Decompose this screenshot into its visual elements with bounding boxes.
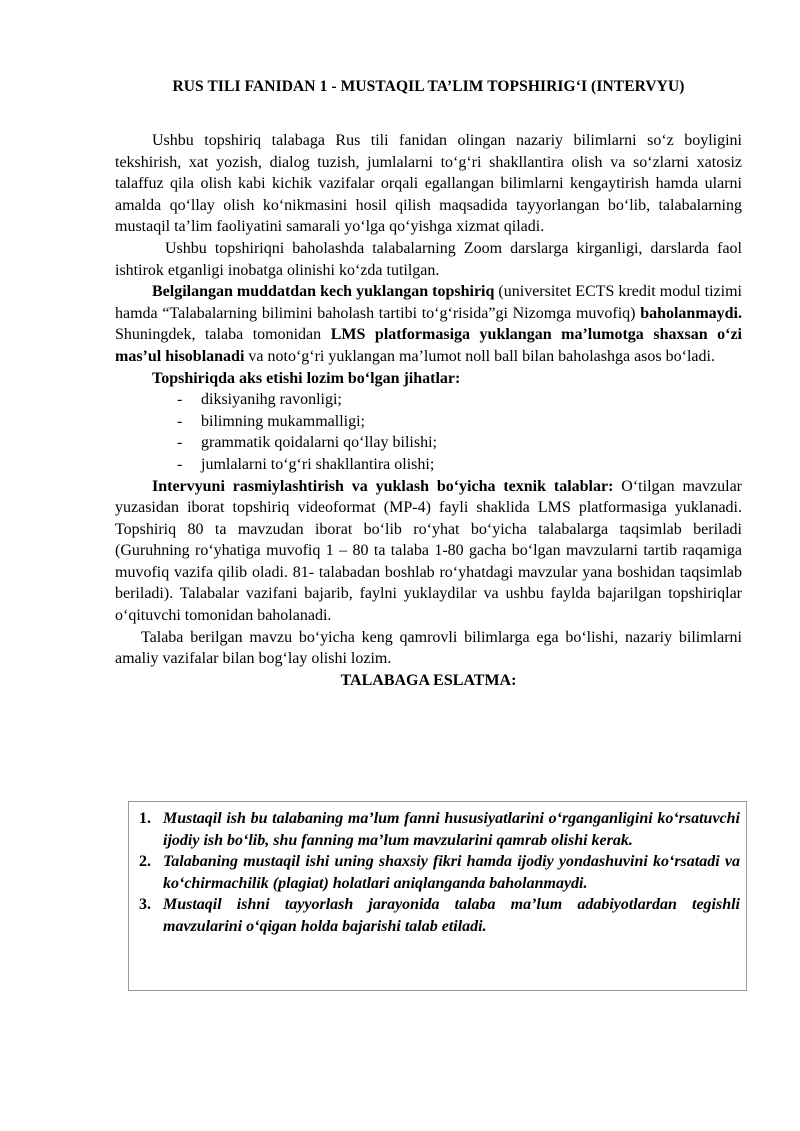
document-title: RUS TILI FANIDAN 1 - MUSTAQIL TA’LIM TOPSHIRIG‘I (INTERVYU) xyxy=(172,78,685,95)
not-graded-bold: baholanmaydi. xyxy=(640,304,742,322)
list-item-text: jumlalarni to‘g‘ri shakllantira olishi; xyxy=(201,455,435,473)
aspects-heading: Topshiriqda aks etishi lozim bo‘lgan jihatlar: xyxy=(152,369,461,387)
dash-bullet: - xyxy=(177,412,183,430)
list-item xyxy=(177,432,742,454)
list-item xyxy=(177,389,742,411)
list-item xyxy=(177,454,742,476)
reminder-list xyxy=(139,808,740,938)
knowledge-paragraph: Talaba berilgan mavzu bo‘yicha keng qamrovli bilimlarga ega bo‘lishi, nazariy bilimlarni amaliy vazifalar bilan bog‘lay olishi lozim. xyxy=(115,628,742,668)
aspects-list xyxy=(115,389,742,475)
reminder-text: Mustaqil ishni tayyorlash jarayonida talaba ma’lum adabiyotlardan tegishli mavzularini o‘qigan holda bajarishi talab etiladi. xyxy=(163,896,740,935)
list-number: 3. xyxy=(139,896,151,914)
lms-responsibility-bold: LMS platformasiga yuklangan ma’lumotga shaxsan o‘zi mas’ul hisoblanadi xyxy=(115,326,743,365)
evaluation-paragraph: Ushbu topshiriqni baholashda talabalarning Zoom darslarga kirganligi, darslarda faol ishtirok etganligi inobatga olinishi ko‘zda tutilgan. xyxy=(115,239,742,279)
technical-requirements-paragraph xyxy=(115,476,742,627)
deadline-paragraph xyxy=(115,281,742,367)
dash-bullet: - xyxy=(177,434,183,452)
reminder-text: Talabaning mustaqil ishi uning shaxsiy fikri hamda ijodiy yondashuvini ko‘rsatadi va ko‘chirmachilik (plagiat) holatlari aniqlanganda baholanmaydi. xyxy=(163,853,740,892)
list-item-text: grammatik qoidalarni qo‘llay bilishi; xyxy=(201,434,437,452)
dash-bullet: - xyxy=(177,391,183,409)
list-item-text: bilimning mukammalligi; xyxy=(201,412,365,430)
document-page xyxy=(115,78,742,691)
deadline-text-2: Shuningdek, talaba tomonidan xyxy=(115,326,331,344)
deadline-text: (universitet ECTS kredit modul tizimi hamda “Talabalarning bilimini baholash tartibi to‘g‘risida”gi Nizomga muvofiq) xyxy=(115,283,742,322)
reminder-box xyxy=(128,801,747,991)
reminder-heading: TALABAGA ESLATMA: xyxy=(340,671,517,689)
dash-bullet: - xyxy=(177,455,183,473)
deadline-text-3: va noto‘g‘ri yuklangan ma’lumot noll ball bilan baholashga asos bo‘ladi. xyxy=(244,347,715,365)
list-item xyxy=(139,894,740,937)
deadline-bold: Belgilangan muddatdan kech yuklangan topshiriq xyxy=(152,283,495,301)
intro-paragraph: Ushbu topshiriq talabaga Rus tili fanidan olingan nazariy bilimlarni so‘z boyligini tekshirish, xat yozish, dialog tuzish, jumlalarni to‘g‘ri shakllantira olish va so‘zlarni xatosiz talaffuz qila olish kabi kichik vazifalar orqali egallangan bilimlarni kengaytirish hamda ularni amalda qo‘llay olish ko‘nikmasini hosil qilish maqsadida tayyorlangan bo‘lib, talabalarning mustaqil ta’lim faoliyatini samarali yo‘lga qo‘yishga xizmat qiladi. xyxy=(115,132,742,236)
technical-requirements-bold: Intervyuni rasmiylashtirish va yuklash bo‘yicha texnik talablar: xyxy=(152,477,614,495)
reminder-text: Mustaqil ish bu talabaning ma’lum fanni hususiyatlarini o‘rganganligini ko‘rsatuvchi ijodiy ish bo‘lib, shu fanning ma’lum mavzularini qamrab olishi kerak. xyxy=(163,810,740,849)
list-item xyxy=(139,851,740,894)
list-item-text: diksiyanihg ravonligi; xyxy=(201,391,342,409)
list-number: 1. xyxy=(139,810,151,827)
list-number: 2. xyxy=(139,853,151,871)
list-item xyxy=(177,411,742,433)
list-item xyxy=(139,808,740,851)
technical-requirements-text: O‘tilgan mavzular yuzasidan iborat topshiriq videoformat (MP-4) fayli shaklida LMS platformasiga yuklanadi. Topshiriq 80 ta mavzudan iborat bo‘lib ro‘yhat bo‘yicha talabalarga taqsimlab beriladi (Guruhning ro‘yhatiga muvofiq 1 – 80 ta talaba 1-80 gacha bo‘lgan mavzularni tartib raqamiga muvofiq vazifa qilib oladi. 81- talabadan boshlab ro‘yhatdagi mavzular yana boshidan taqsimlab beriladi). Talabalar vazifani bajarib, faylni yuklaydilar va ushbu faylda bajarilgan topshiriqlar o‘qituvchi tomonidan baholanadi. xyxy=(115,477,742,625)
